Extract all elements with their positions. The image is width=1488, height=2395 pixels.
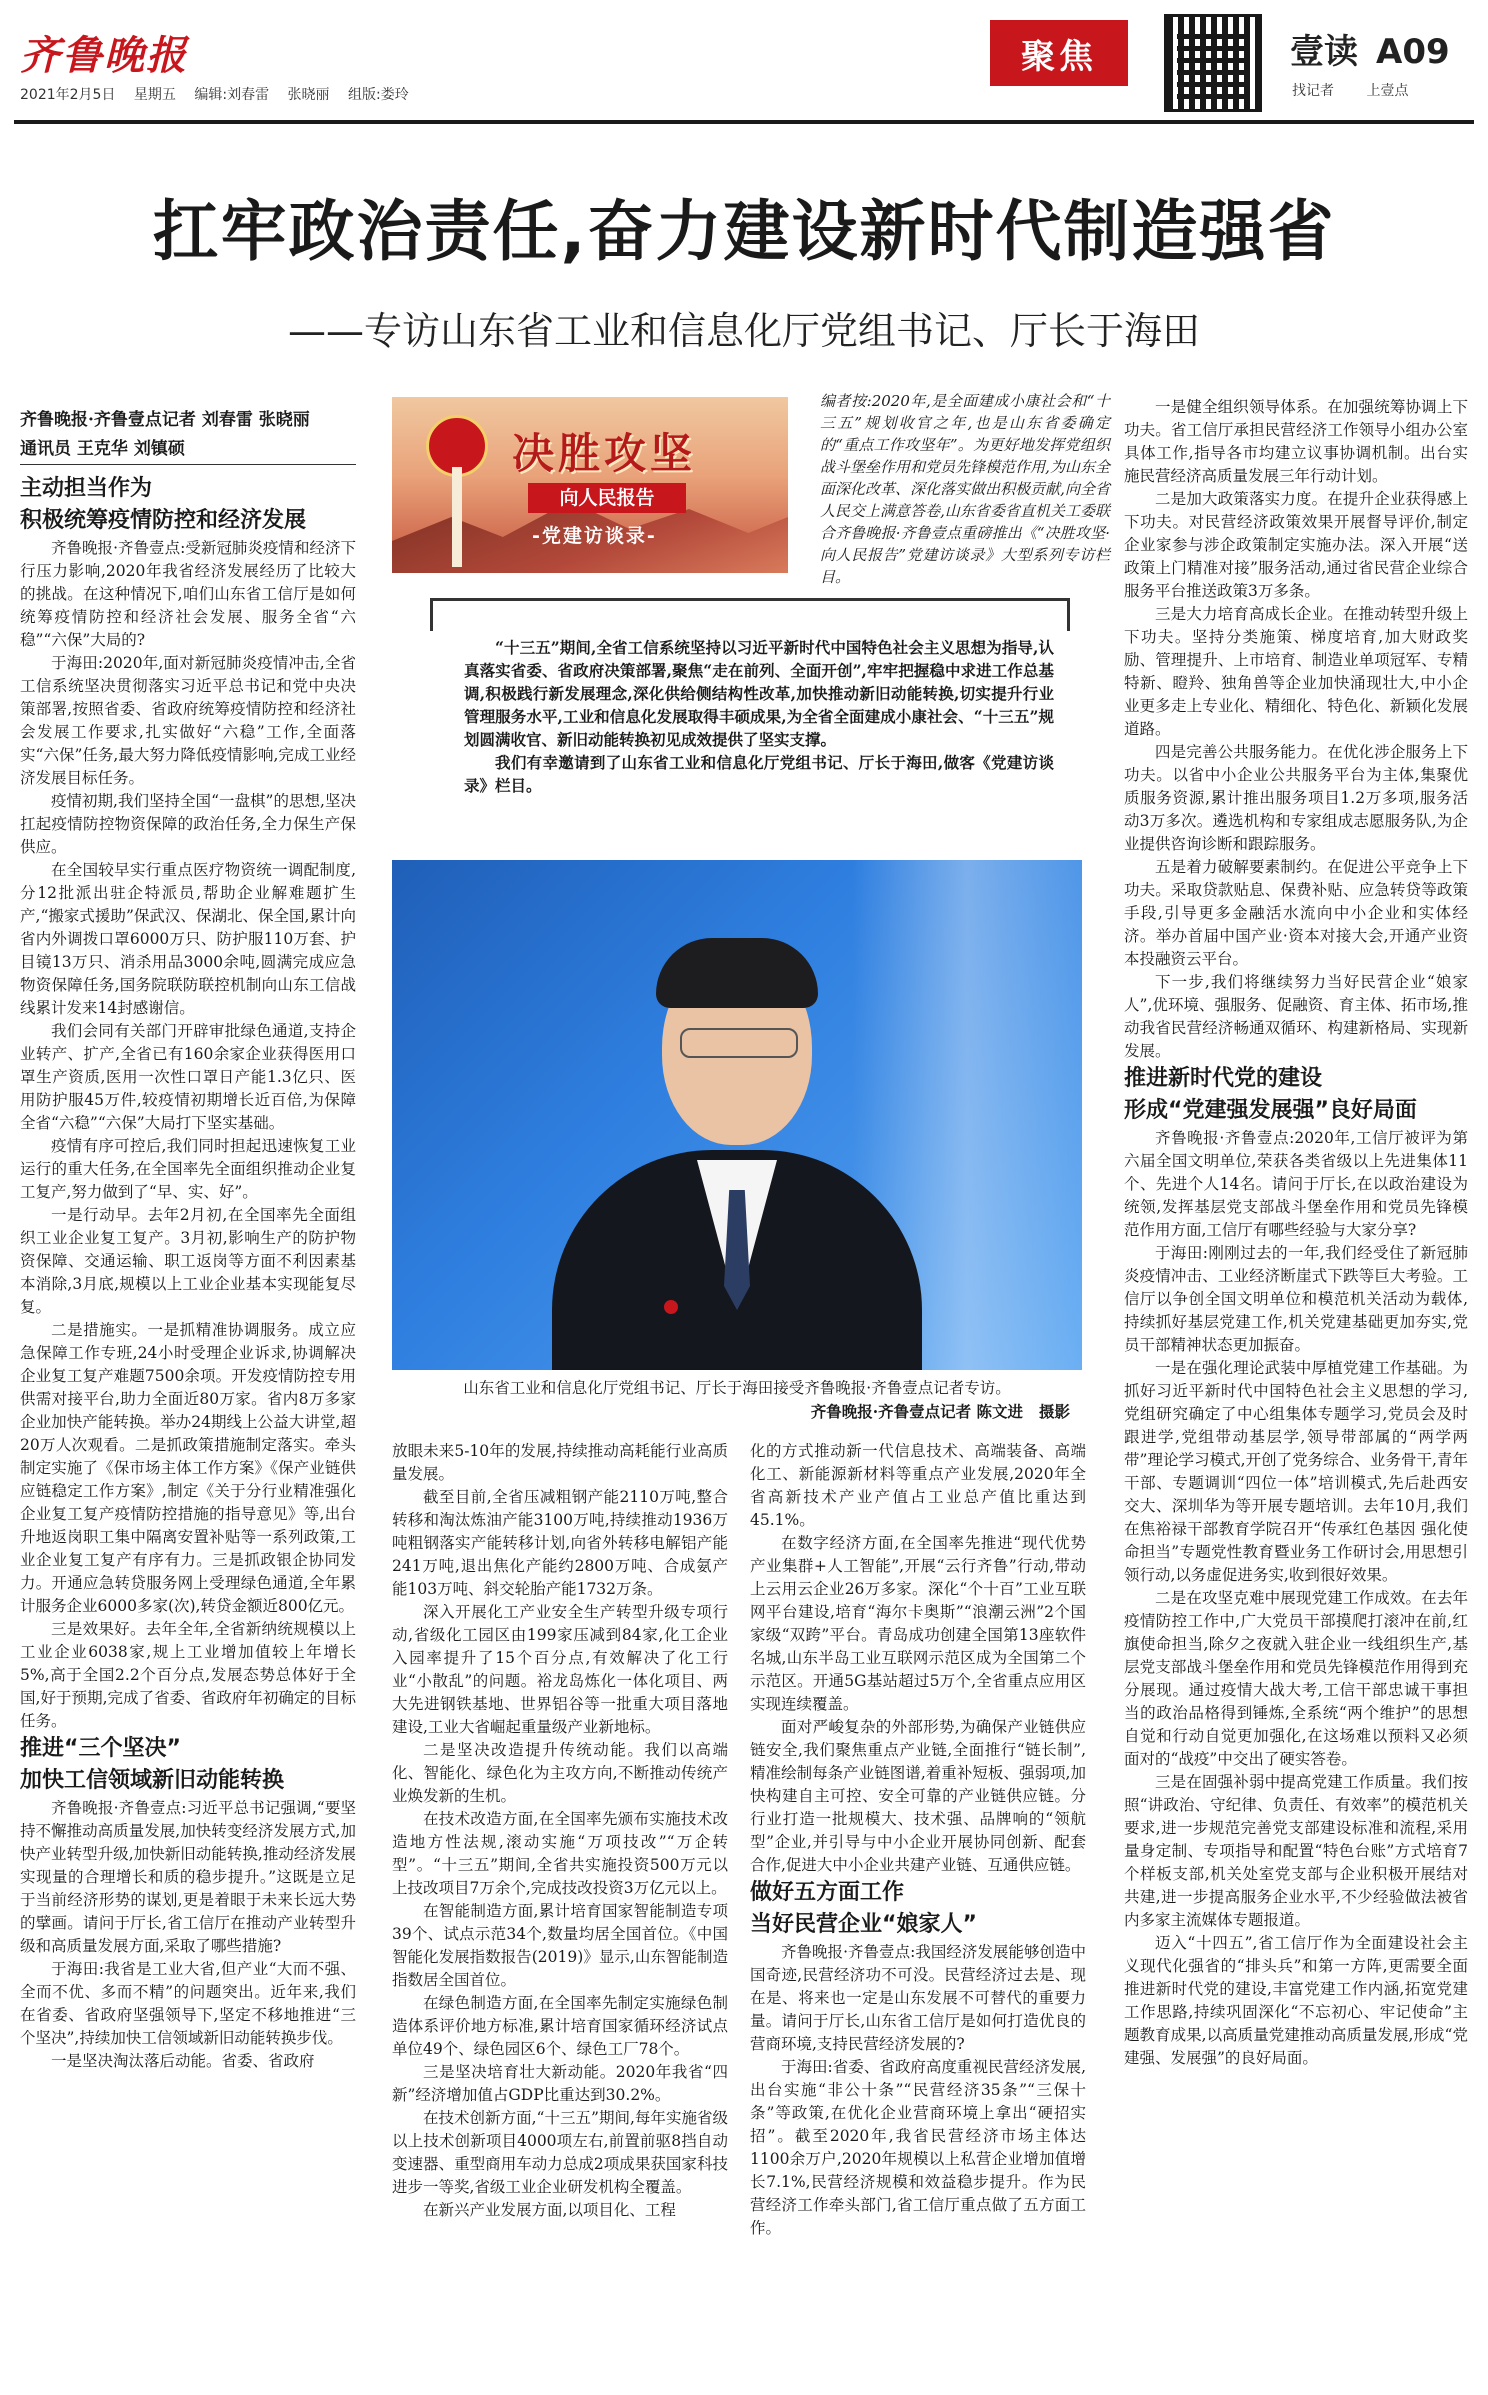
app-label: 上壹点	[1366, 83, 1409, 99]
issue-meta	[20, 84, 423, 104]
reporter-label: 找记者	[1292, 83, 1334, 99]
caption-text: 山东省工业和信息化厅党组书记、厅长于海田接受齐鲁晚报·齐鲁壹点记者专访。	[463, 1379, 1011, 1397]
paragraph: 于海田:2020年,面对新冠肺炎疫情冲击,全省工信系统坚决贯彻落实习近平总书记和党中央决策部署,按照省委、省政府统筹疫情防控和经济社会发展工作要求,扎实做好“六稳”工作,全面落实“六保”任务,最大努力降低疫情影响,完成工业经济发展目标任务。	[20, 654, 356, 787]
paragraph: 三是大力培育高成长企业。在推动转型升级上下功夫。坚持分类施策、梯度培育,加大财政奖励、管理提升、上市培育、制造业单项冠军、专精特新、瞪羚、独角兽等企业加快涌现壮大,中小企业更多走上专业化、精细化、特色化、新颖化发展道路。	[1124, 605, 1468, 738]
paragraph: 在智能制造方面,累计培育国家智能制造专项39个、试点示范34个,数量均居全国首位。《中国智能化发展指数报告(2019)》显示,山东智能制造指数居全国首位。	[392, 1902, 728, 1989]
paragraph: 一是行动早。去年2月初,在全国率先全面组织工业企业复工复产。3月初,影响生产的防护物资保障、交通运输、职工返岗等方面不利因素基本消除,3月底,规模以上工业企业基本实现能复尽复。	[20, 1206, 356, 1316]
party-pin-icon	[664, 1300, 678, 1314]
page-headline: 扛牢政治责任,奋力建设新时代制造强省	[152, 193, 1336, 270]
section-sub	[1292, 80, 1436, 100]
issue-weekday: 星期五	[133, 87, 176, 103]
paragraph: 于海田:省委、省政府高度重视民营经济发展,出台实施“非公十条”“民营经济35条”“三保十条”等政策,在优化企业营商环境上拿出“硬招实招”。截至2020年,我省民营经济市场主体达1100余万户,2020年规模以上私营企业增加值增长7.1%,民营经济规模和效益稳步提升。作为民营经济工作牵头部门,省工信厅重点做了五方面工作。	[750, 2058, 1086, 2237]
banner-subtitle: -党建访谈录-	[532, 525, 657, 547]
paragraph: 齐鲁晚报·齐鲁壹点:2020年,工信厅被评为第六届全国文明单位,荣获各类省级以上先进集体11个、先进个人14名。请问于厅长,在以政治建设为统领,发挥基层党支部战斗堡垒作用和党员先锋模范作用方面,工信厅有哪些经验与大家分享?	[1124, 1129, 1468, 1239]
top-rule	[14, 120, 1474, 124]
paragraph: 疫情初期,我们坚持全国“一盘棋”的思想,坚决扛起疫情防控物资保障的政治任务,全力保生产保供应。	[20, 792, 356, 856]
quote-corner-right	[1037, 601, 1070, 631]
paragraph: 在技术创新方面,“十三五”期间,每年实施省级以上技术创新项目4000项左右,前置前驱8挡自动变速器、重型商用车动力总成2项成果获国家科技进步一等奖,省级工业企业研发机构全覆盖。	[392, 2109, 728, 2196]
section-badge: 聚焦	[990, 20, 1128, 86]
layout-credit: 组版:娄玲	[347, 87, 409, 103]
paragraph: 二是在攻坚克难中展现党建工作成效。在去年疫情防控工作中,广大党员干部摸爬打滚冲在前,红旗使命担当,除夕之夜就入驻企业一线组织生产,基层党支部战斗堡垒作用和党员先锋模范作用得到充分展现。通过疫情大战大考,工信干部忠诚干事担当的政治品格得到锤炼,全系统“两个维护”的思想自觉和行动自觉更加强化,在这场难以预料又必须面对的“战疫”中交出了硬实答卷。	[1124, 1589, 1468, 1768]
paragraph: 五是着力破解要素制约。在促进公平竞争上下功夫。采取贷款贴息、保费补贴、应急转贷等政策手段,引导更多金融活水流向中小企业和实体经济。举办首届中国产业·资本对接大会,开通产业资本投融资云平台。	[1124, 858, 1468, 968]
banner-title: 决胜攻坚	[512, 429, 697, 478]
column-4	[1124, 396, 1468, 2070]
banner-red-label: 向人民报告	[528, 483, 686, 513]
qr-code-icon[interactable]	[1164, 14, 1262, 112]
paragraph: 齐鲁晚报·齐鲁壹点:受新冠肺炎疫情和经济下行压力影响,2020年我省经济发展经历了比较大的挑战。在这种情况下,咱们山东省工信厅是如何统筹疫情防控和经济社会发展、服务全省“六稳”“六保”大局的?	[20, 539, 356, 649]
paragraph: 三是在固强补弱中提高党建工作质量。我们按照“讲政治、守纪律、负责任、有效率”的模范机关要求,进一步规范完善党支部建设标准和流程,采用量身定制、专项指导和配置“特色台账”方式培育7个样板支部,机关处室党支部与企业积极开展结对共建,进一步提高服务企业水平,不少经验做法被省内多家主流媒体专题报道。	[1124, 1773, 1468, 1929]
section-heading-2: 推进“三个坚决” 加快工信领域新旧动能转换	[20, 1736, 285, 1793]
section-heading-3: 做好五方面工作 当好民营企业“娘家人”	[750, 1880, 977, 1937]
photo-credit	[392, 1400, 1082, 1424]
paper-logo: 齐鲁晚报	[20, 32, 188, 79]
section-heading-1: 主动担当作为 积极统筹疫情防控和经济发展	[20, 476, 307, 533]
paragraph: 放眼未来5-10年的发展,持续推动高耗能行业高质量发展。	[392, 1442, 728, 1483]
paragraph: 化的方式推动新一代信息技术、高端装备、高端化工、新能源新材料等重点产业发展,2020年全省高新技术产业产值占工业总产值比重达到45.1%。	[750, 1442, 1086, 1529]
quote-paragraph: 我们有幸邀请到了山东省工业和信息化厅党组书记、厅长于海田,做客《党建访谈录》栏目。	[464, 753, 1054, 795]
credit-role: 摄影	[1038, 1402, 1070, 1421]
quote-text	[464, 636, 1054, 797]
byline-correspondents: 通讯员 王克华 刘镇硕	[20, 435, 356, 465]
quote-paragraph: “十三五”期间,全省工信系统坚持以习近平新时代中国特色社会主义思想为指导,认真落实省委、省政府决策部署,聚焦“走在前列、全面开创”,牢牢把握稳中求进工作总基调,积极践行新发展理念,深化供给侧结构性改革,加快推动新旧动能转换,切实提升行业管理服务水平,工业和信息化发展取得丰硕成果,为全省全面建成小康社会、“十三五”规划圆满收官、新旧动能转换初见成效提供了坚实支撑。	[464, 638, 1054, 749]
section-name: 壹读	[1290, 32, 1358, 72]
editor-credit: 编辑:刘春雷	[194, 87, 270, 103]
column-1	[20, 406, 356, 2073]
paragraph: 我们会同有关部门开辟审批绿色通道,支持企业转产、扩产,全省已有160余家企业获得医用口罩生产资质,医用一次性口罩日产能1.3亿只、医用防护服45万件,较疫情初期增长近百倍,为保障全省“六稳”“六保”大局打下坚实基础。	[20, 1022, 356, 1132]
paragraph: 二是措施实。一是抓精准协调服务。成立应急保障工作专班,24小时受理企业诉求,协调解决企业复工复产难题7500余项。开发疫情防控专用供需对接平台,助力全面近80万家。省内8万多家企业加快产能转换。举办24期线上公益大讲堂,超20万人次观看。二是抓政策措施制定落实。牵头制定实施了《保市场主体工作方案》《保产业链供应链稳定工作方案》,制定《关于分行业精准强化企业复工复产疫情防控措施的指导意见》等,出台升地返岗职工集中隔离安置补贴等一系列政策,工业企业复工复产有序有力。三是抓政银企协同发力。开通应急转贷服务网上受理绿色通道,全年累计服务企业6000多家(次),转贷金额近800亿元。	[20, 1321, 356, 1615]
portrait-photo	[392, 860, 1082, 1370]
section-heading-4: 推进新时代党的建设 形成“党建强发展强”良好局面	[1124, 1066, 1417, 1123]
paragraph: 面对严峻复杂的外部形势,为确保产业链供应链安全,我们聚焦重点产业链,全面推行“链长制”,精准绘制每条产业链图谱,着重补短板、强弱项,加快构建自主可控、安全可靠的产业链供应链。分行业打造一批规模大、技术强、品牌响的“领航型”企业,并引导与中小企业开展协同创新、配套合作,促进大中小企业共建产业链、互通供应链。	[750, 1718, 1086, 1874]
paragraph: 迈入“十四五”,省工信厅作为全面建设社会主义现代化强省的“排头兵”和第一方阵,更需要全面推进新时代党的建设,丰富党建工作内涵,拓宽党建工作思路,持续巩固深化“不忘初心、牢记使命”主题教育成果,以高质量党建推动高质量发展,形成“党建强、发展强”的良好局面。	[1124, 1934, 1468, 2067]
column-2	[392, 1440, 728, 2222]
photo-glasses	[680, 1028, 798, 1058]
paragraph: 二是加大政策落实力度。在提升企业获得感上下功夫。对民营经济政策效果开展督导评价,制定企业家参与涉企政策制定实施办法。深入开展“送政策上门精准对接”服务活动,通过省民营企业综合服务平台推送政策3万多条。	[1124, 490, 1468, 600]
paragraph: 在新兴产业发展方面,以项目化、工程	[423, 2201, 676, 2219]
paragraph: 在技术改造方面,在全国率先颁布实施技术改造地方性法规,滚动实施“万项技改”“万企转型”。“十三五”期间,全省共实施投资500万元以上技改项目7万余个,完成技改投资3万亿元以上。	[392, 1810, 728, 1897]
paragraph: 于海田:我省是工业大省,但产业“大而不强、全而不优、多而不精”的问题突出。近年来,我们在省委、省政府坚强领导下,坚定不移地推进“三个坚决”,持续加快工信领域新旧动能转换步伐。	[20, 1960, 356, 2047]
issue-date: 2021年2月5日	[20, 87, 116, 103]
paragraph: 一是健全组织领导体系。在加强统筹协调上下功夫。省工信厅承担民营经济工作领导小组办公室具体工作,指导各市均建立议事协调机制。出台实施民营经济高质量发展三年行动计划。	[1124, 398, 1468, 485]
paragraph: 下一步,我们将继续努力当好民营企业“娘家人”,优环境、强服务、促融资、育主体、拓市场,推动我省民营经济畅通双循环、构建新格局、实现新发展。	[1124, 973, 1468, 1060]
photo-hair	[656, 938, 818, 1008]
paragraph: 于海田:刚刚过去的一年,我们经受住了新冠肺炎疫情冲击、工业经济断崖式下跌等巨大考验。工信厅以争创全国文明单位和模范机关活动为载体,持续抓好基层党建工作,机关党建基础更加夯实,党员干部精神状态更加振奋。	[1124, 1244, 1468, 1354]
paragraph: 截至目前,全省压减粗钢产能2110万吨,整合转移和淘汰炼油产能3100万吨,持续推动1936万吨粗钢落实产能转移计划,向省外转移电解铝产能241万吨,退出焦化产能约2800万吨、合成氨产能103万吨、斜交轮胎产能1732万条。	[392, 1488, 728, 1598]
credit-name: 齐鲁晚报·齐鲁壹点记者 陈文进	[810, 1402, 1023, 1421]
paragraph: 三是坚决培育壮大新动能。2020年我省“四新”经济增加值占GDP比重达到30.2%。	[392, 2063, 728, 2104]
column-3	[750, 1440, 1086, 2240]
page-subheadline: ——专访山东省工业和信息化厅党组书记、厅长于海田	[287, 309, 1200, 353]
quote-corner-left	[430, 601, 463, 631]
series-banner	[392, 397, 788, 573]
monument-icon	[452, 467, 462, 567]
section-title	[1290, 24, 1450, 73]
paragraph: 深入开展化工产业安全生产转型升级专项行动,省级化工园区由199家压减到84家,化工企业入园率提升了15个百分点,有效解决了化工行业“小散乱”的问题。裕龙岛炼化一体化项目、两大先进钢铁基地、世界铝谷等一批重大项目落地建设,工业大省崛起重量级产业新地标。	[392, 1603, 728, 1736]
proof-credit: 张晓丽	[287, 87, 330, 103]
paragraph: 疫情有序可控后,我们同时担起迅速恢复工业运行的重大任务,在全国率先全面组织推动企业复工复产,努力做到了“早、实、好”。	[20, 1137, 356, 1201]
paragraph: 三是效果好。去年全年,全省新纳统规模以上工业企业6038家,规上工业增加值较上年增长5%,高于全国2.2个百分点,发展态势总体好于全国,好于预期,完成了省委、省政府年初确定的目标任务。	[20, 1620, 356, 1730]
paragraph: 四是完善公共服务能力。在优化涉企服务上下功夫。以省中小企业公共服务平台为主体,集聚优质服务资源,累计推出服务项目1.2万多项,服务活动3万多次。遴选机构和专家组成志愿服务队,为企业提供咨询诊断和跟踪服务。	[1124, 743, 1468, 853]
photo-caption	[392, 1376, 1082, 1424]
paragraph: 在全国较早实行重点医疗物资统一调配制度,分12批派出驻企特派员,帮助企业解难题扩生产,“搬家式援助”保武汉、保湖北、保全国,累计向省内外调拨口罩6000万只、防护服110万套、护目镜13万只、消杀用品3000余吨,圆满完成应急物资保障任务,国务院联防联控机制向山东工信战线累计发来14封感谢信。	[20, 861, 356, 1017]
paragraph: 在数字经济方面,在全国率先推进“现代优势产业集群+人工智能”,开展“云行齐鲁”行动,带动上云用云企业26万多家。深化“个十百”工业互联网平台建设,培育“海尔卡奥斯”“浪潮云洲”2个国家级“双跨”平台。青岛成功创建全国第13座软件名城,山东半岛工业互联网示范区成为全国第二个示范区。开通5G基站超过5万个,全省重点应用区实现连续覆盖。	[750, 1534, 1086, 1713]
editor-note: 编者按:2020年,是全面建成小康社会和“十三五”规划收官之年,也是山东省委确定的“重点工作攻坚年”。为更好地发挥党组织战斗堡垒作用和党员先锋模范作用,为山东全面深化改革、深化落实做出积极贡献,向全省人民交上满意答卷,山东省委省直机关工委联合齐鲁晚报·齐鲁壹点重磅推出《“决胜攻坚·向人民报告”党建访谈录》大型系列专访栏目。	[820, 392, 1110, 586]
paragraph: 一是坚决淘汰落后动能。省委、省政府	[51, 2052, 315, 2070]
paragraph: 齐鲁晚报·齐鲁壹点:习近平总书记强调,“要坚持不懈推动高质量发展,加快转变经济发展方式,加快产业转型升级,加快新旧动能转换,推动经济发展实现量的合理增长和质的稳步提升。”这既是立足于当前经济形势的谋划,更是着眼于未来长远大势的擘画。请问于厅长,省工信厅在推动产业转型升级和高质量发展方面,采取了哪些措施?	[20, 1799, 356, 1955]
paragraph: 齐鲁晚报·齐鲁壹点:我国经济发展能够创造中国奇迹,民营经济功不可没。民营经济过去是、现在是、将来也一定是山东发展不可替代的重要力量。请问于厅长,山东省工信厅是如何打造优良的营商环境,支持民营经济发展的?	[750, 1943, 1086, 2053]
byline-reporters: 齐鲁晚报·齐鲁壹点记者 刘春雷 张晓丽	[20, 410, 310, 430]
paragraph: 一是在强化理论武装中厚植党建工作基础。为抓好习近平新时代中国特色社会主义思想的学习,党组研究确定了中心组集体专题学习,党员会及时跟进学,党组带动基层学,领导带部属的“两学两带”理论学习模式,开创了党务综合、业务骨干,青年干部、专题调训“四位一体”培训模式,先后赴西安交大、深圳华为等开展专题培训。去年10月,我们在焦裕禄干部教育学院召开“传承红色基因 强化使命担当”专题党性教育暨业务工作研讨会,用思想引领行动,以务虚促进务实,收到很好效果。	[1124, 1359, 1468, 1584]
paragraph: 在绿色制造方面,在全国率先制定实施绿色制造体系评价地方标准,累计培育国家循环经济试点单位49个、绿色园区6个、绿色工厂78个。	[392, 1994, 728, 2058]
page-number: A09	[1376, 32, 1450, 72]
paragraph: 二是坚决改造提升传统动能。我们以高端化、智能化、绿色化为主攻方向,不断推动传统产业焕发新的生机。	[392, 1741, 728, 1805]
